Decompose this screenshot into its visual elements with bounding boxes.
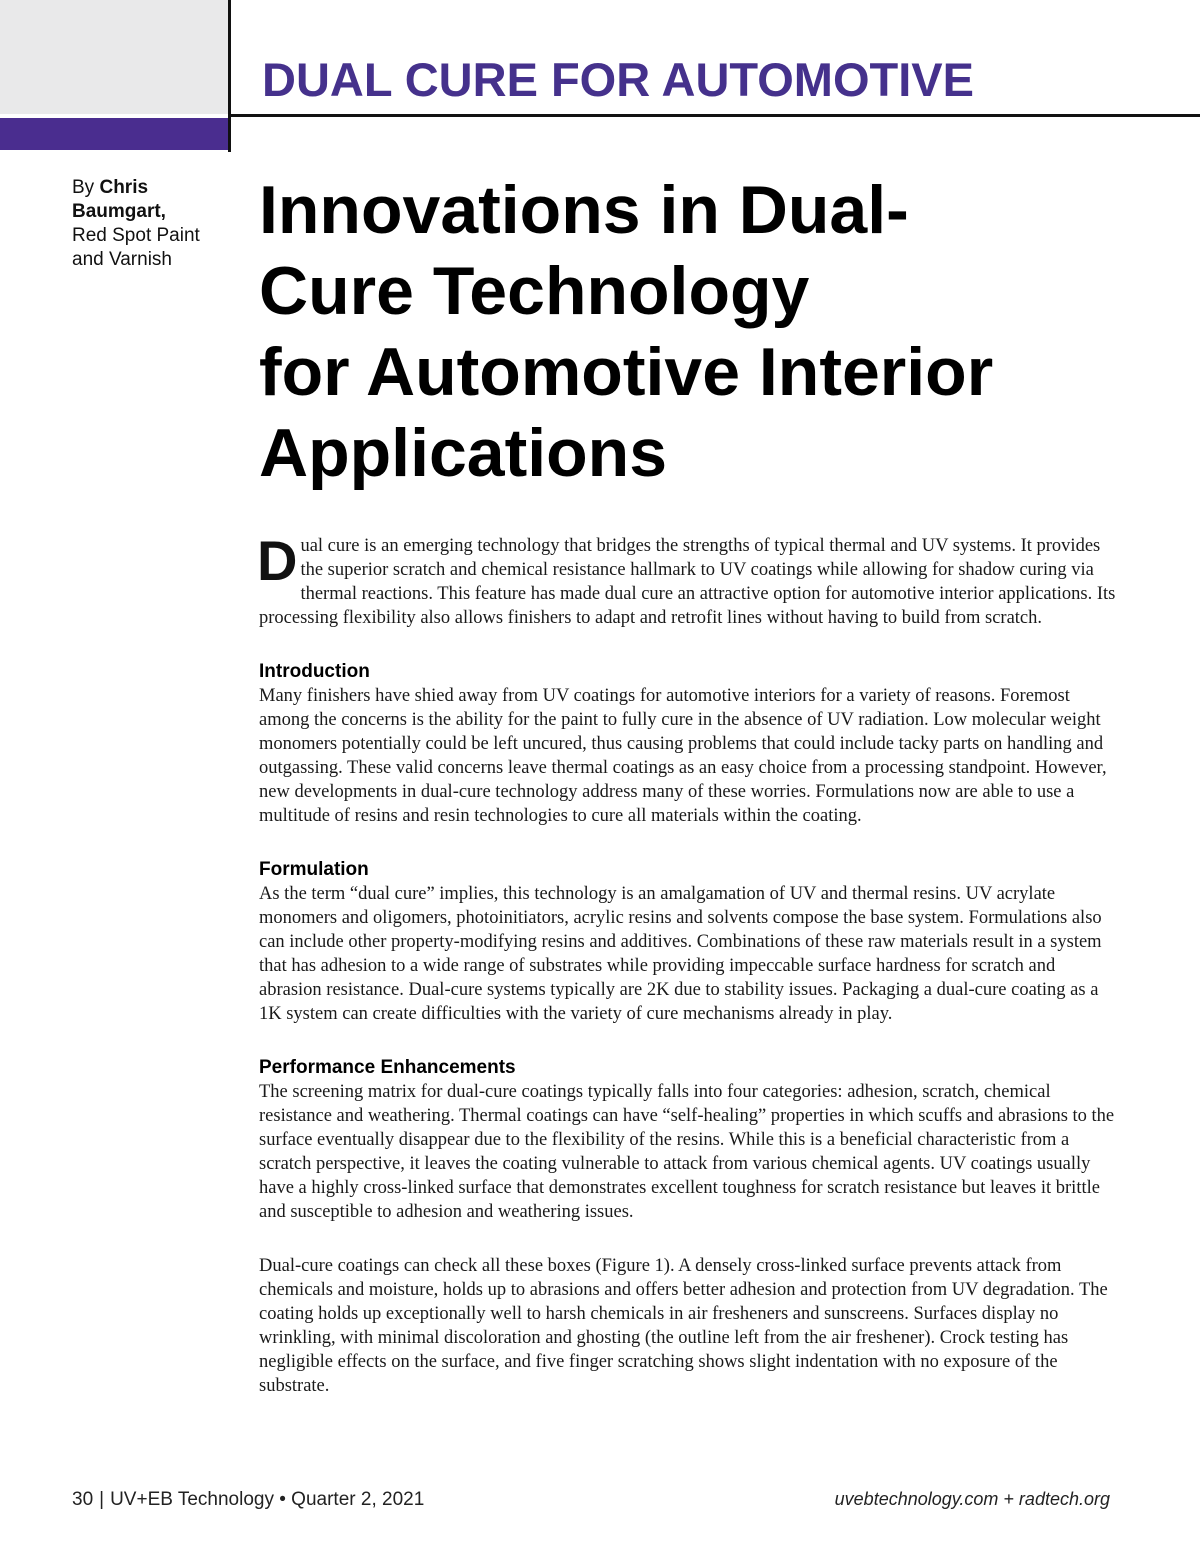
section-heading-performance: Performance Enhancements xyxy=(259,1057,516,1078)
byline-affiliation: Red Spot Paint and Varnish xyxy=(72,225,200,270)
footer-publication-info xyxy=(72,1489,424,1511)
lead-paragraph xyxy=(257,529,1121,630)
article-headline xyxy=(259,170,1159,494)
corner-gray-block xyxy=(0,0,228,114)
section-heading-introduction: Introduction xyxy=(259,661,370,682)
body-paragraph: Dual-cure coatings can check all these boxes (Figure 1). A densely cross-linked surface prevents attack from chemicals and moisture, holds up to abrasions and offers better adhesion and protection from UV degradation. The coating holds up exceptionally well to harsh chemicals in air fresheners and sunscreens. Surfaces display no wrinkling, with minimal discoloration and ghosting (the outline left from the air freshener). Crock testing has negligible effects on the surface, and five finger scratching shows slight indentation with no exposure of the substrate. xyxy=(259,1256,1108,1396)
footer-separator: | xyxy=(99,1489,105,1510)
headline-line: Applications xyxy=(259,415,668,491)
byline-author: Chris Baumgart, xyxy=(72,177,166,222)
publication-name: UV+EB Technology • Quarter 2, 2021 xyxy=(110,1489,425,1510)
footer-websites: uvebtechnology.com + radtech.org xyxy=(834,1489,1110,1509)
byline-prefix: By xyxy=(72,177,95,198)
header-horizontal-rule xyxy=(228,114,1200,117)
page-number: 30 xyxy=(72,1489,94,1510)
article-body xyxy=(257,529,1121,1398)
corner-accent-bar xyxy=(0,118,228,150)
section-label: DUAL CURE FOR AUTOMOTIVE xyxy=(262,53,974,106)
header-vertical-rule xyxy=(228,0,231,152)
headline-line: Innovations in Dual- xyxy=(259,172,909,248)
body-paragraph: As the term “dual cure” implies, this technology is an amalgamation of UV and thermal resins. UV acrylate monomers and oligomers, photoinitiators, acrylic resins and solvents compose the base system. Formulations also can include other property-modifying resins and additives. Combinations of these raw materials result in a system that has adhesion to a wide range of substrates while providing impeccable surface hardness for scratch and abrasion resistance. Dual-cure systems typically are 2K due to stability issues. Packaging a dual-cure coating as a 1K system can create difficulties with the variety of cure mechanisms already in play. xyxy=(259,884,1102,1024)
body-paragraph: The screening matrix for dual-cure coatings typically falls into four categories: adhesion, scratch, chemical resistance and weathering. Thermal coatings can have “self-healing” properties in which scuffs and abrasions to the surface eventually disappear due to the flexibility of the resins. While this is a beneficial characteristic from a scratch perspective, it leaves the coating vulnerable to attack from various chemical agents. UV coatings usually have a highly cross-linked surface that demonstrates excellent toughness for scratch resistance but leaves it brittle and susceptible to adhesion and weathering issues. xyxy=(259,1082,1115,1222)
drop-cap: D xyxy=(257,529,298,592)
headline-line: Cure Technology xyxy=(259,253,810,329)
headline-line: for Automotive Interior xyxy=(259,334,994,410)
body-paragraph: Many finishers have shied away from UV coatings for automotive interiors for a variety of reasons. Foremost among the concerns is the ability for the paint to fully cure in the absence of UV radiation. Low molecular weight monomers potentially could be left uncured, thus causing problems that could include tacky parts on handling and outgassing. These valid concerns leave thermal coatings as an easy choice from a processing standpoint. However, new developments in dual-cure technology address many of these worries. Formulations now are able to use a multitude of resins and resin technologies to cure all materials within the coating. xyxy=(259,686,1107,826)
byline xyxy=(72,176,222,272)
lead-text: ual cure is an emerging technology that bridges the strengths of typical thermal and UV systems. It provides the superior scratch and chemical resistance hallmark to UV coatings while allowing for shadow curing via thermal reactions. This feature has made dual cure an attractive option for automotive interior applications. Its processing flexibility also allows finishers to adapt and retrofit lines without having to build from scratch. xyxy=(259,536,1116,628)
section-heading-formulation: Formulation xyxy=(259,859,369,880)
